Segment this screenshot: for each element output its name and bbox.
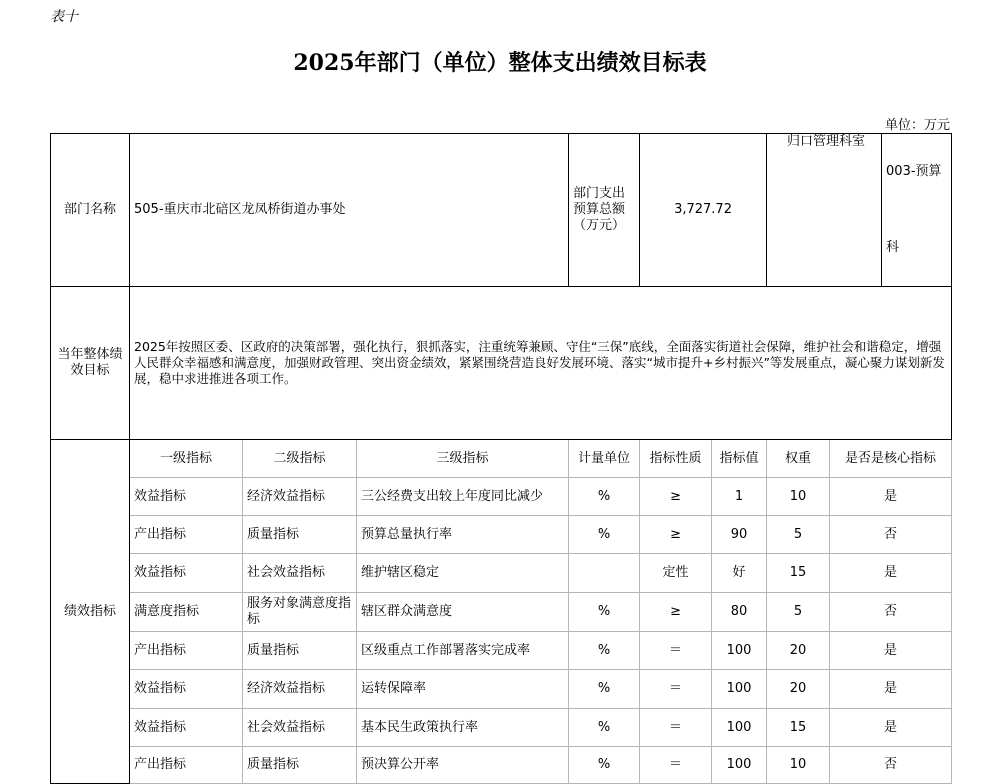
column-header: 指标值 <box>712 440 767 478</box>
nature-cell: ＝ <box>640 747 712 784</box>
unit-cell: % <box>569 478 640 516</box>
weight-cell: 15 <box>767 554 830 593</box>
weight-cell: 10 <box>767 747 830 784</box>
level1-cell: 满意度指标 <box>130 593 243 632</box>
goal-row <box>51 287 952 440</box>
budget-label: 部门支出预算总额（万元） <box>569 134 640 287</box>
nature-cell: ≥ <box>640 593 712 632</box>
level3-cell: 维护辖区稳定 <box>357 554 569 593</box>
value-cell: 1 <box>712 478 767 516</box>
dept-name-label: 部门名称 <box>51 134 130 287</box>
core-cell: 是 <box>830 709 952 747</box>
performance-table <box>50 133 952 784</box>
unit-cell: % <box>569 670 640 709</box>
nature-cell: ＝ <box>640 632 712 670</box>
value-cell: 100 <box>712 747 767 784</box>
office-value: 003-预算科 <box>881 134 947 286</box>
weight-cell: 5 <box>767 516 830 554</box>
column-header: 三级指标 <box>357 440 569 478</box>
indicator-header-row <box>51 440 952 478</box>
table-row <box>51 632 952 670</box>
core-cell: 否 <box>830 516 952 554</box>
nature-cell: ≥ <box>640 516 712 554</box>
level2-cell: 质量指标 <box>243 747 357 784</box>
level2-cell: 社会效益指标 <box>243 709 357 747</box>
level3-cell: 辖区群众满意度 <box>357 593 569 632</box>
unit-cell: % <box>569 593 640 632</box>
level1-cell: 产出指标 <box>130 632 243 670</box>
table-row <box>51 554 952 593</box>
level3-cell: 预算总量执行率 <box>357 516 569 554</box>
level3-cell: 区级重点工作部署落实完成率 <box>357 632 569 670</box>
level2-cell: 经济效益指标 <box>243 478 357 516</box>
table-row <box>51 516 952 554</box>
goal-label: 当年整体绩效目标 <box>51 287 130 440</box>
value-cell: 90 <box>712 516 767 554</box>
table-number: 表十 <box>50 9 78 25</box>
value-cell: 80 <box>712 593 767 632</box>
unit-cell: % <box>569 516 640 554</box>
nature-cell: ≥ <box>640 478 712 516</box>
nature-cell: ＝ <box>640 709 712 747</box>
core-cell: 是 <box>830 632 952 670</box>
value-cell: 好 <box>712 554 767 593</box>
value-cell: 100 <box>712 709 767 747</box>
indicators-section-label: 绩效指标 <box>51 440 130 784</box>
unit-cell: % <box>569 632 640 670</box>
budget-amount: 3,727.72 <box>640 134 767 287</box>
column-header: 计量单位 <box>569 440 640 478</box>
table-row <box>51 709 952 747</box>
value-cell: 100 <box>712 670 767 709</box>
level2-cell: 质量指标 <box>243 632 357 670</box>
dept-name-value: 505-重庆市北碚区龙凤桥街道办事处 <box>130 134 569 287</box>
level1-cell: 产出指标 <box>130 747 243 784</box>
core-cell: 是 <box>830 554 952 593</box>
level1-cell: 效益指标 <box>130 709 243 747</box>
page-title: 2025年部门（单位）整体支出绩效目标表 <box>293 50 707 76</box>
weight-cell: 15 <box>767 709 830 747</box>
core-cell: 否 <box>830 593 952 632</box>
column-header: 权重 <box>767 440 830 478</box>
weight-cell: 20 <box>767 670 830 709</box>
level2-cell: 质量指标 <box>243 516 357 554</box>
column-header: 是否是核心指标 <box>830 440 952 478</box>
level2-cell: 社会效益指标 <box>243 554 357 593</box>
header-row <box>51 134 952 287</box>
level3-cell: 基本民生政策执行率 <box>357 709 569 747</box>
level1-cell: 产出指标 <box>130 516 243 554</box>
goal-text: 2025年按照区委、区政府的决策部署，强化执行，狠抓落实，注重统筹兼顾、守住“三保”底线，全面落实街道社会保障，维护社会和谐稳定，增强人民群众幸福感和满意度，加强财政管理、突出资金绩效，紧紧围绕营造良好发展环境、落实“城市提升+乡村振兴”等发展重点，凝心聚力谋划新发展，稳中求进推进各项工作。 <box>130 287 952 440</box>
column-header: 二级指标 <box>243 440 357 478</box>
level2-cell: 服务对象满意度指标 <box>243 593 357 632</box>
level3-cell: 三公经费支出较上年度同比减少 <box>357 478 569 516</box>
column-header: 指标性质 <box>640 440 712 478</box>
level1-cell: 效益指标 <box>130 670 243 709</box>
table-row <box>51 478 952 516</box>
unit-cell: % <box>569 709 640 747</box>
unit-cell <box>569 554 640 593</box>
weight-cell: 20 <box>767 632 830 670</box>
core-cell: 是 <box>830 670 952 709</box>
level1-cell: 效益指标 <box>130 554 243 593</box>
level1-cell: 效益指标 <box>130 478 243 516</box>
unit-cell: % <box>569 747 640 784</box>
nature-cell: ＝ <box>640 670 712 709</box>
core-cell: 否 <box>830 747 952 784</box>
office-label-text: 归口管理科室 <box>787 134 866 149</box>
nature-cell: 定性 <box>640 554 712 593</box>
column-header: 一级指标 <box>130 440 243 478</box>
weight-cell: 5 <box>767 593 830 632</box>
unit-label: 单位：万元 <box>884 118 950 133</box>
table-row <box>51 747 952 784</box>
level3-cell: 预决算公开率 <box>357 747 569 784</box>
table-row <box>51 670 952 709</box>
office-label <box>767 134 952 287</box>
table-row <box>51 593 952 632</box>
level2-cell: 经济效益指标 <box>243 670 357 709</box>
value-cell: 100 <box>712 632 767 670</box>
core-cell: 是 <box>830 478 952 516</box>
weight-cell: 10 <box>767 478 830 516</box>
level3-cell: 运转保障率 <box>357 670 569 709</box>
